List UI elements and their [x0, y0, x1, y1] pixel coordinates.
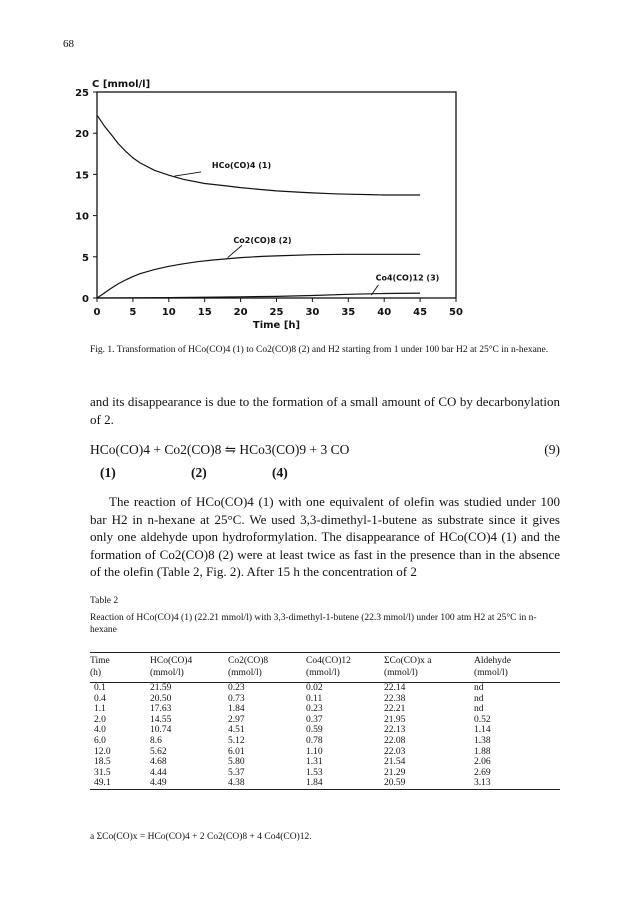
table-cell: 0.1: [94, 683, 106, 693]
data-table: [90, 652, 560, 790]
table-cell: 4.68: [150, 757, 167, 768]
table-cell: 22.21: [384, 704, 406, 715]
y-tick-label: 15: [75, 170, 89, 182]
table-cell: 1.88: [474, 746, 491, 757]
table-cell: 0.4: [94, 693, 106, 704]
table-cell: 1.1: [94, 704, 106, 715]
table-cell: 4.0: [94, 725, 106, 736]
table-row: [90, 768, 560, 779]
x-tick-label: 40: [377, 307, 392, 318]
y-tick-label: 25: [75, 88, 89, 99]
page-number: 68: [63, 38, 74, 50]
table-cell: 6.0: [94, 735, 106, 746]
y-tick-label: 5: [82, 252, 89, 264]
table-cell: nd: [474, 683, 484, 693]
header-label: Co4(CO)12: [306, 656, 351, 666]
concentration-time-chart: [0, 0, 629, 340]
header-unit: (mmol/l): [384, 668, 418, 678]
table-row: [90, 704, 560, 715]
equation-label-4: (4): [272, 465, 288, 480]
table-cell: 0.59: [306, 725, 323, 736]
table-row: [90, 715, 560, 726]
table-cell: 0.37: [306, 714, 323, 725]
table-cell: 31.5: [94, 767, 111, 778]
x-tick-label: 15: [197, 307, 212, 318]
equation-label-1: (1): [100, 465, 116, 480]
table-cell: 21.95: [384, 714, 406, 725]
hco4-annotation: HCo(CO)4 (1): [211, 160, 272, 170]
header-hco: [150, 653, 228, 683]
table-cell: 6.01: [228, 746, 245, 757]
table-cell: 10.74: [150, 725, 172, 736]
table-cell: 49.1: [94, 778, 111, 789]
hco4-annotation-leader: [175, 172, 202, 176]
table-title: Table 2: [90, 596, 119, 606]
table-footnote: a ΣCo(CO)x = HCo(CO)4 + 2 Co2(CO)8 + 4 Co4(CO)12.: [90, 832, 312, 842]
table-cell: 2.0: [94, 714, 106, 725]
figure-caption: Fig. 1. Transformation of HCo(CO)4 (1) to Co2(CO)8 (2) and H2 starting from 1 under 100 bar H2 at 25°C in n-hexane.: [90, 345, 549, 355]
table-cell: 12.0: [94, 746, 111, 757]
header-label: Aldehyde: [474, 656, 511, 666]
header-unit: (mmol/l): [474, 668, 508, 678]
body-paragraph-2: The reaction of HCo(CO)4 (1) with one equivalent of olefin was studied under 100 bar H2 in n-hexane at 25°C. We used 3,3-dimethyl-1-butene as substrate since it gives only one aldehyde upon hydroformylation. The disappearance of HCo(CO)4 (1) and the formation of Co2(CO)8 (2) were at least twice as fast in the presence than in the absence of the olefin (Table 2, Fig. 2). After 15 h the concentration of 2: [90, 494, 560, 579]
table-cell: 20.59: [384, 778, 406, 789]
header-co4: [306, 653, 384, 683]
hco4-curve: [97, 115, 420, 195]
table-cell: nd: [474, 704, 484, 715]
table-cell: 5.12: [228, 735, 245, 746]
table-cell: 0.11: [306, 693, 323, 704]
table-cell: 4.38: [228, 778, 245, 789]
table-cell: 1.10: [306, 746, 323, 757]
table-row: [90, 778, 560, 789]
table-row: [90, 736, 560, 747]
x-tick-label: 0: [93, 307, 101, 318]
equation-number: (9): [544, 442, 560, 457]
table-cell: 5.80: [228, 757, 245, 768]
body-paragraph-1: and its disappearance is due to the formation of a small amount of CO by decarbonylation of 2.: [90, 394, 560, 427]
table-cell: 21.54: [384, 757, 406, 768]
header-time: [90, 653, 150, 683]
x-axis-label: Time [h]: [252, 320, 301, 331]
table-row: [90, 757, 560, 768]
header-unit: (h): [90, 668, 102, 678]
equation-text: HCo(CO)4 + Co2(CO)8 ⇋ HCo3(CO)9 + 3 CO: [90, 442, 350, 457]
table-cell: 5.37: [228, 767, 245, 778]
table-cell: 2.06: [474, 757, 491, 768]
table-row: [90, 683, 560, 694]
co2-annotation-leader: [228, 245, 242, 257]
x-tick-label: 50: [449, 307, 463, 318]
y-tick-label: 20: [75, 129, 89, 141]
equation-label-2: (2): [191, 465, 207, 480]
table-row: [90, 747, 560, 758]
table-cell: 22.13: [384, 725, 406, 736]
header-co2: [228, 653, 306, 683]
table-cell: 0.78: [306, 735, 323, 746]
table-cell: 22.38: [384, 693, 406, 704]
table-cell: 21.29: [384, 767, 406, 778]
table-cell: 17.63: [150, 704, 172, 715]
table-cell: 1.53: [306, 767, 323, 778]
table-cell: 2.97: [228, 714, 245, 725]
table-cell: 2.69: [474, 767, 491, 778]
header-label: Time: [90, 656, 110, 666]
table-cell: 4.51: [228, 725, 245, 736]
x-tick-label: 30: [305, 307, 320, 318]
header-aldehyde: [474, 653, 560, 683]
table-cell: 0.02: [306, 683, 323, 693]
table-cell: 0.23: [306, 704, 323, 715]
table-cell: 0.23: [228, 683, 245, 693]
table-cell: 1.31: [306, 757, 323, 768]
x-tick-label: 45: [413, 307, 428, 318]
header-label: ΣCo(CO)x a: [384, 656, 432, 666]
table-row: [90, 725, 560, 736]
table-cell: 4.44: [150, 767, 167, 778]
table-cell: 8.6: [150, 735, 162, 746]
table-cell: 3.13: [474, 778, 491, 789]
table-cell: 14.55: [150, 714, 172, 725]
x-tick-label: 10: [161, 307, 176, 318]
x-tick-label: 35: [341, 307, 356, 318]
table-cell: 1.84: [228, 704, 245, 715]
table-cell: 1.38: [474, 735, 491, 746]
table-cell: 18.5: [94, 757, 111, 768]
table-caption: Reaction of HCo(CO)4 (1) (22.21 mmol/l) with 3,3-dimethyl-1-butene (22.3 mmol/l) under 100 atm H2 at 25°C in n-hexane: [90, 613, 537, 635]
table-cell: 1.84: [306, 778, 323, 789]
y-tick-label: 0: [82, 294, 89, 305]
table-cell: 21.59: [150, 683, 172, 693]
header-label: HCo(CO)4: [150, 656, 193, 666]
table-row: [90, 694, 560, 705]
table-cell: 22.14: [384, 683, 406, 693]
co4-annotation: Co4(CO)12 (3): [375, 273, 440, 283]
table-cell: 5.62: [150, 746, 167, 757]
table-cell: 20.50: [150, 693, 172, 704]
header-unit: (mmol/l): [150, 668, 184, 678]
table-header-row: [90, 653, 560, 683]
x-tick-label: 20: [233, 307, 248, 318]
x-tick-label: 25: [269, 307, 284, 318]
header-sum: [384, 653, 474, 683]
header-label: Co2(CO)8: [228, 656, 269, 666]
table-cell: 0.52: [474, 714, 491, 725]
co2-curve: [97, 254, 420, 298]
y-tick-label: 10: [75, 211, 89, 223]
table-cell: nd: [474, 693, 484, 704]
y-axis-label: C [mmol/l]: [92, 79, 151, 90]
table-cell: 0.73: [228, 693, 245, 704]
co2-annotation: Co2(CO)8 (2): [233, 235, 292, 245]
x-tick-label: 5: [129, 307, 137, 318]
header-unit: (mmol/l): [306, 668, 340, 678]
table-cell: 4.49: [150, 778, 167, 789]
table-cell: 1.14: [474, 725, 491, 736]
header-unit: (mmol/l): [228, 668, 262, 678]
table-cell: 22.08: [384, 735, 406, 746]
equation-compound-labels: [90, 465, 560, 483]
table-cell: 22.03: [384, 746, 406, 757]
